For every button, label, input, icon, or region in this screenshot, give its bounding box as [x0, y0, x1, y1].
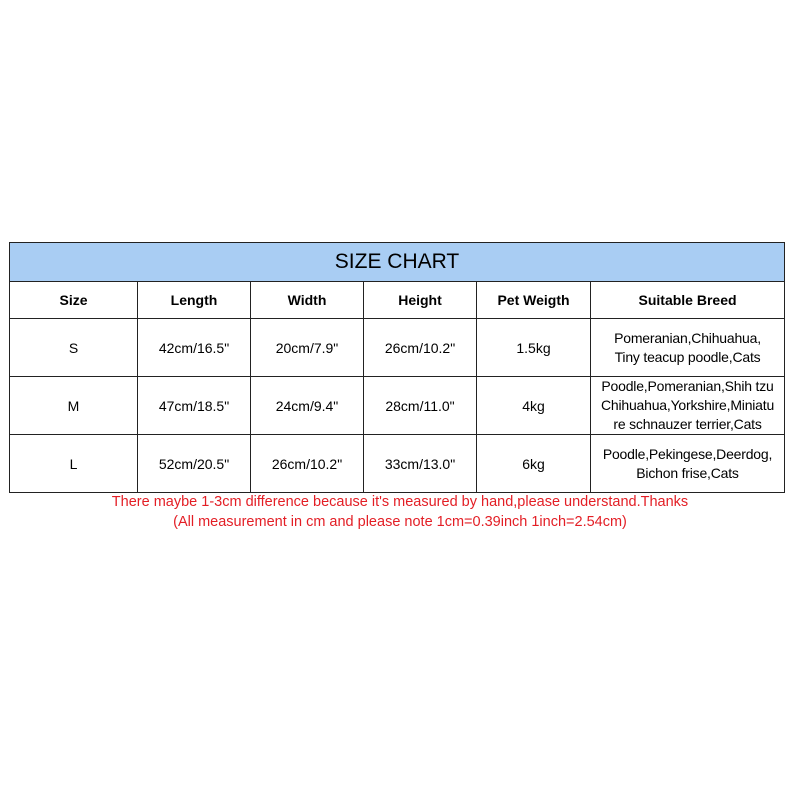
measurement-disclaimer: There maybe 1-3cm difference because it's measured by hand,please understand.Thanks: [111, 494, 689, 510]
breed-cell: [591, 377, 785, 435]
breed-line: Tiny teacup poodle,Cats: [614, 348, 761, 365]
height-cell: 26cm/10.2": [364, 319, 477, 377]
width-cell: 26cm/10.2": [251, 435, 364, 493]
column-header-width: Width: [251, 282, 364, 319]
table-row: [10, 319, 785, 377]
column-header-height: Height: [364, 282, 477, 319]
breed-cell: [591, 435, 785, 493]
table-row: [10, 435, 785, 493]
size-chart: [9, 242, 784, 493]
unit-conversion-note: (All measurement in cm and please note 1cm=0.39inch 1inch=2.54cm): [173, 514, 627, 530]
length-cell: 42cm/16.5": [138, 319, 251, 377]
table-row: [10, 377, 785, 435]
breed-line: Chihuahua,Yorkshire,Miniatu: [600, 397, 775, 413]
column-header-length: Length: [138, 282, 251, 319]
size-chart-table: [9, 242, 785, 493]
size-cell: S: [10, 319, 138, 377]
weight-cell: 4kg: [477, 377, 591, 435]
column-header-size: Size: [10, 282, 138, 319]
breed-line: Poodle,Pomeranian,Shih tzu: [601, 378, 774, 394]
breed-cell: [591, 319, 785, 377]
width-cell: 20cm/7.9": [251, 319, 364, 377]
breed-line: Bichon frise,Cats: [636, 464, 739, 481]
length-cell: 47cm/18.5": [138, 377, 251, 435]
weight-cell: 1.5kg: [477, 319, 591, 377]
breed-line: Pomeranian,Chihuahua,: [614, 329, 761, 346]
weight-cell: 6kg: [477, 435, 591, 493]
chart-title: SIZE CHART: [10, 243, 785, 282]
breed-line: Poodle,Pekingese,Deerdog,: [602, 445, 773, 462]
header-row: [10, 282, 785, 319]
column-header-pet-weight: Pet Weigth: [477, 282, 591, 319]
size-cell: M: [10, 377, 138, 435]
breed-line: re schnauzer terrier,Cats: [613, 416, 762, 432]
height-cell: 33cm/13.0": [364, 435, 477, 493]
length-cell: 52cm/20.5": [138, 435, 251, 493]
width-cell: 24cm/9.4": [251, 377, 364, 435]
size-cell: L: [10, 435, 138, 493]
height-cell: 28cm/11.0": [364, 377, 477, 435]
column-header-suitable-breed: Suitable Breed: [591, 282, 785, 319]
